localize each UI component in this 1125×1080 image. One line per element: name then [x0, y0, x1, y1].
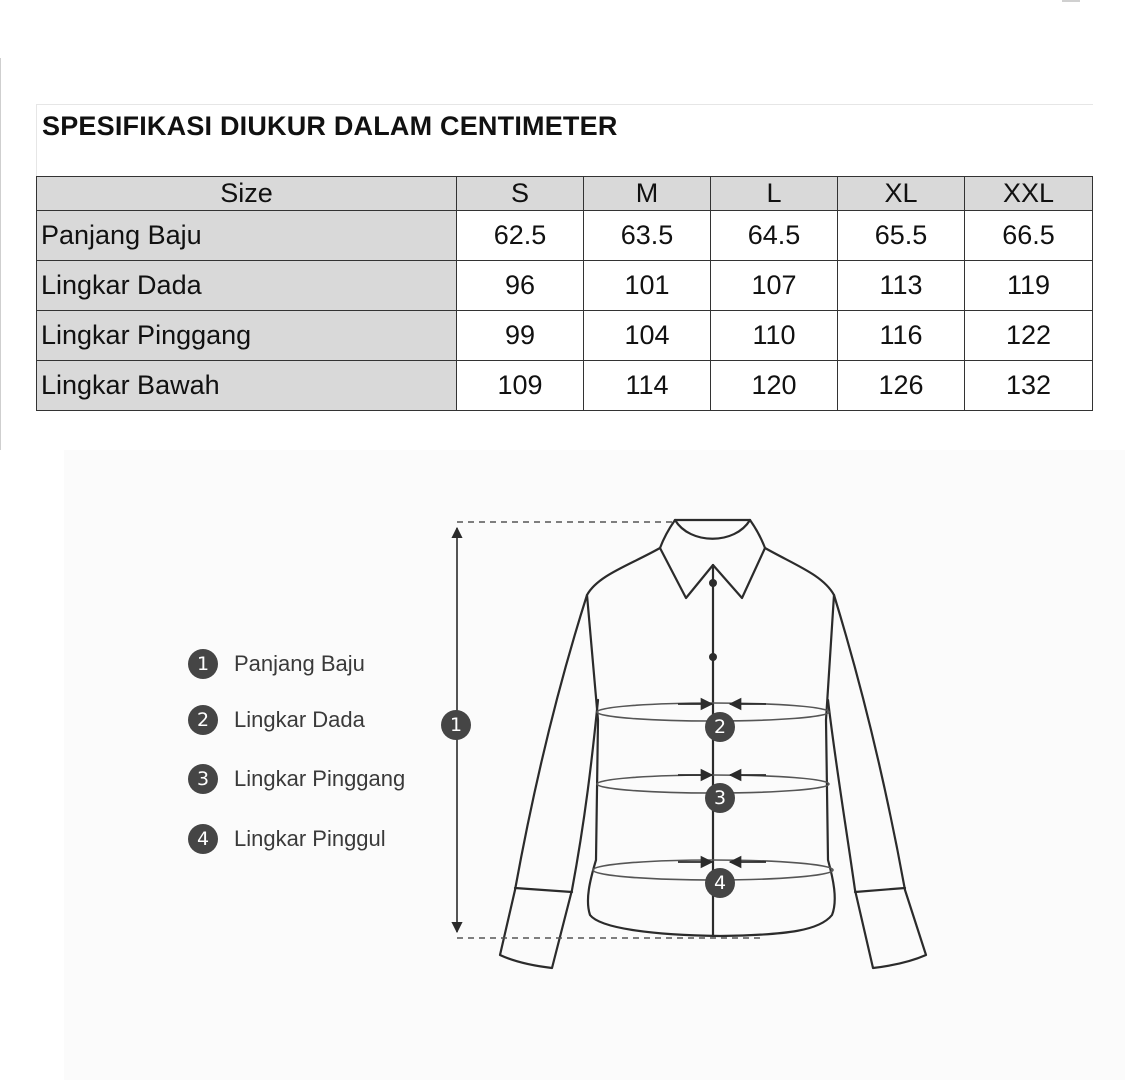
chest-marker: 2	[705, 712, 735, 742]
legend-number: 2	[188, 705, 218, 735]
table-cell: 113	[838, 261, 965, 311]
row-label: Lingkar Dada	[37, 261, 457, 311]
legend-label: Lingkar Dada	[234, 707, 365, 732]
shirt-left-sleeve	[500, 595, 598, 968]
button	[709, 579, 717, 587]
hip-marker: 4	[705, 868, 735, 898]
table-cell: 99	[457, 311, 584, 361]
legend-number: 3	[188, 764, 218, 794]
header-cell: XL	[838, 177, 965, 211]
right-cuff-line	[855, 888, 905, 892]
legend-number: 1	[188, 649, 218, 679]
row-label: Panjang Baju	[37, 211, 457, 261]
table-cell: 66.5	[965, 211, 1093, 261]
table-cell: 62.5	[457, 211, 584, 261]
table-cell: 122	[965, 311, 1093, 361]
table-cell: 132	[965, 361, 1093, 411]
legend-label: Lingkar Pinggul	[234, 826, 386, 851]
table-cell: 107	[711, 261, 838, 311]
waist-marker: 3	[705, 783, 735, 813]
table-cell: 116	[838, 311, 965, 361]
left-cuff-line	[515, 888, 572, 892]
legend-label: Lingkar Pinggang	[234, 766, 406, 791]
table-cell: 63.5	[584, 211, 711, 261]
legend-label: Panjang Baju	[234, 651, 365, 676]
header-cell: L	[711, 177, 838, 211]
table-cell: 120	[711, 361, 838, 411]
legend-item	[188, 704, 365, 736]
legend-item	[188, 823, 386, 855]
header-cell: S	[457, 177, 584, 211]
row-label: Lingkar Pinggang	[37, 311, 457, 361]
table-cell: 126	[838, 361, 965, 411]
length-marker: 1	[441, 710, 471, 740]
table-cell: 96	[457, 261, 584, 311]
table-cell: 119	[965, 261, 1093, 311]
header-cell: Size	[37, 177, 457, 211]
spec-title: SPESIFIKASI DIUKUR DALAM CENTIMETER	[42, 111, 618, 141]
collar-band	[675, 520, 750, 539]
legend-item	[188, 648, 365, 680]
row-label: Lingkar Bawah	[37, 361, 457, 411]
button	[709, 653, 717, 661]
table-cell: 65.5	[838, 211, 965, 261]
table-cell: 109	[457, 361, 584, 411]
shirt-right-sleeve	[828, 595, 926, 968]
header-cell: M	[584, 177, 711, 211]
legend-item	[188, 763, 405, 795]
table-cell: 104	[584, 311, 711, 361]
table-cell: 64.5	[711, 211, 838, 261]
legend-number: 4	[188, 824, 218, 854]
table-cell: 101	[584, 261, 711, 311]
header-cell: XXL	[965, 177, 1093, 211]
table-cell: 114	[584, 361, 711, 411]
table-cell: 110	[711, 311, 838, 361]
